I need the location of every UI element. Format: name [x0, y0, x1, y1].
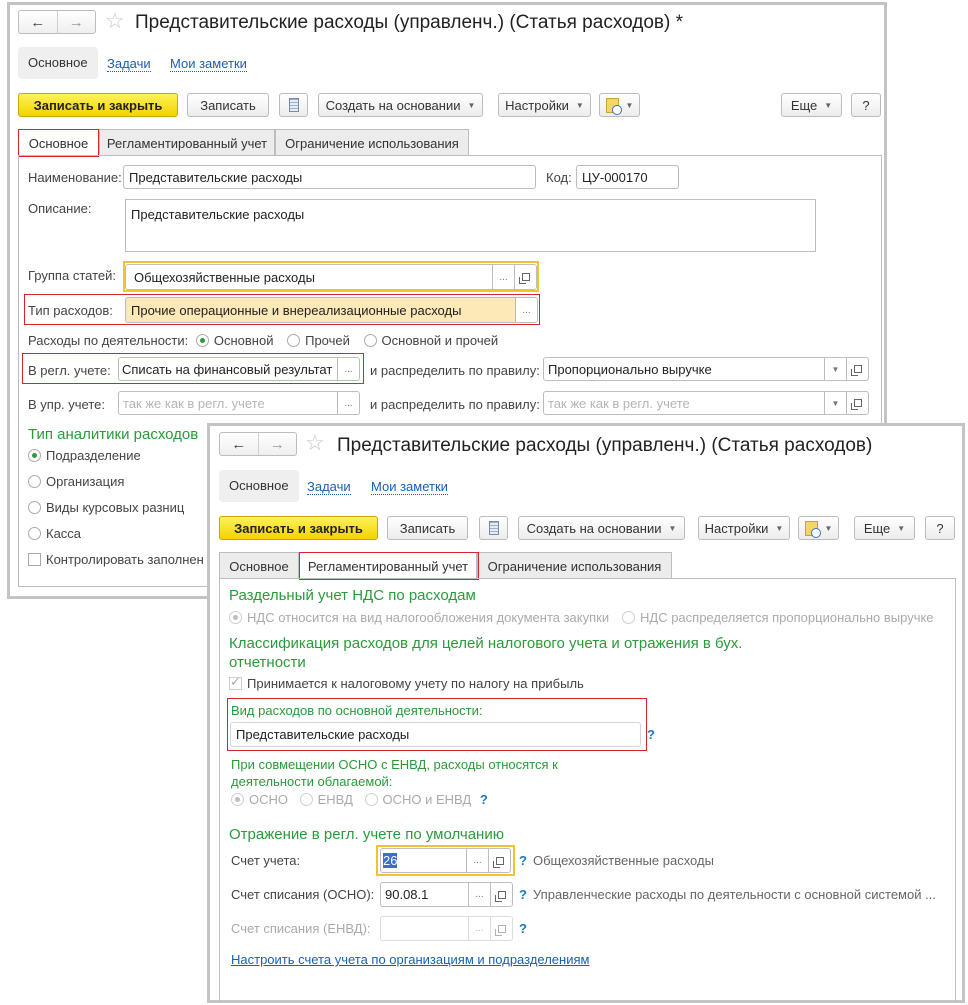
tab-label: Основное	[28, 135, 89, 151]
activity-label-text: Расходы по деятельности:	[28, 333, 189, 348]
radio-osno[interactable]	[231, 792, 288, 807]
radio-icon	[364, 334, 377, 347]
history-nav	[18, 10, 96, 34]
ellipsis-label: ...	[522, 304, 531, 316]
create-based-button[interactable]	[318, 93, 483, 117]
caret-down-icon: ▼	[668, 523, 677, 533]
reflection-title: Отражение в регл. учете по умолчанию	[229, 826, 504, 843]
help-question-icon[interactable]: ?	[519, 887, 527, 902]
checkbox-label: Принимается к налоговому учету по налогу на прибыль	[247, 676, 584, 691]
window-title: Представительские расходы (управленч.) (Статья расходов)	[337, 435, 873, 456]
writeoff-description: Управленческие расходы по деятельности с основной системой ...	[533, 887, 936, 902]
tab-label: Ограничение использования	[285, 135, 459, 151]
account-label: Счет учета:	[231, 853, 301, 868]
favorite-star-icon[interactable]: ☆	[105, 8, 125, 33]
radio-icon	[622, 611, 635, 624]
ellipsis-label: ...	[344, 363, 353, 375]
radio-icon	[365, 793, 378, 806]
type-value: Прочие операционные и внереализационные расходы	[131, 302, 462, 318]
ellipsis-label: ...	[499, 271, 508, 283]
more-label: Еще	[863, 520, 891, 536]
help-label: ?	[862, 97, 870, 113]
description-textarea[interactable]: Представительские расходы	[125, 199, 816, 252]
group-label: Группа статей:	[28, 268, 116, 283]
tab-main[interactable]	[18, 129, 99, 156]
back-arrow-icon[interactable]: ←	[231, 435, 247, 453]
open-window-icon	[854, 365, 862, 373]
caret-down-icon: ▼	[775, 523, 784, 533]
ellipsis-label: ...	[475, 889, 484, 900]
account-input[interactable]	[380, 848, 511, 873]
history-nav	[219, 432, 297, 456]
select-button[interactable]	[466, 848, 488, 873]
radio-label: Виды курсовых разниц	[46, 500, 185, 515]
open-window-icon	[854, 399, 862, 407]
favorite-star-icon[interactable]: ☆	[305, 430, 325, 455]
group-input[interactable]	[125, 264, 537, 290]
open-button[interactable]	[488, 848, 510, 873]
ellipsis-label: ...	[344, 397, 353, 409]
analytics-title: Тип аналитики расходов	[28, 426, 199, 443]
create-based-button[interactable]	[518, 516, 685, 540]
radio-label: Основной	[213, 333, 274, 348]
select-button[interactable]	[492, 264, 514, 290]
upr-label: В упр. учете:	[28, 397, 105, 412]
caret-down-icon: ▼	[625, 100, 634, 110]
analytics-radio-3[interactable]	[28, 526, 81, 541]
writeoff-envd-input[interactable]	[380, 916, 513, 941]
forward-arrow-icon[interactable]: →	[57, 11, 96, 33]
radio-label: Организация	[46, 474, 125, 489]
checkbox-icon	[229, 677, 242, 690]
regl-label: В регл. учете:	[28, 363, 111, 378]
list-icon	[289, 98, 299, 112]
help-button[interactable]	[925, 516, 955, 540]
caret-down-icon: ▼	[467, 100, 476, 110]
name-input[interactable]: Представительские расходы	[123, 165, 536, 189]
upr-input[interactable]	[118, 391, 360, 415]
code-label: Код:	[546, 170, 572, 185]
radio-label: Касса	[46, 526, 82, 541]
settings-button[interactable]	[498, 93, 591, 117]
name-label: Наименование:	[28, 170, 122, 185]
tax-checkbox[interactable]	[229, 676, 584, 691]
kind-input[interactable]: Представительские расходы	[230, 722, 641, 747]
activity-label	[28, 333, 498, 348]
vat-radio-0[interactable]	[229, 610, 609, 625]
analytics-radio-2[interactable]	[28, 500, 184, 515]
writeoff-envd-label: Счет списания (ЕНВД):	[231, 921, 371, 936]
open-button[interactable]	[846, 357, 868, 381]
regl-distribute-label: и распределить по правилу:	[370, 363, 540, 378]
radio-main[interactable]	[196, 333, 274, 348]
select-button[interactable]	[337, 391, 359, 415]
settings-label: Настройки	[704, 520, 769, 536]
forward-arrow-icon[interactable]: →	[258, 433, 297, 455]
tab-main[interactable]	[219, 552, 299, 579]
settings-label: Настройки	[505, 97, 569, 113]
radio-label: Основной и прочей	[381, 333, 499, 348]
report-list-button[interactable]	[479, 516, 508, 540]
select-button[interactable]	[468, 916, 490, 941]
save-close-button[interactable]	[219, 516, 378, 540]
radio-osno-envd[interactable]	[365, 792, 472, 807]
upr-distribute-label: и распределить по правилу:	[370, 397, 540, 412]
help-question-icon[interactable]: ?	[479, 792, 488, 807]
open-button[interactable]	[514, 264, 536, 290]
dropdown-button[interactable]: ▼	[824, 357, 846, 381]
regl-input[interactable]	[118, 357, 360, 381]
save-label: Записать	[399, 520, 456, 536]
tab-label: Ограничение использования	[487, 558, 662, 574]
radio-main-and-other[interactable]	[364, 333, 499, 348]
regl-rule-value: Пропорционально выручке	[548, 361, 712, 377]
help-question-icon[interactable]: ?	[519, 921, 527, 936]
regl-value: Списать на финансовый результат	[122, 361, 333, 377]
nav-tasks-link[interactable]: Задачи	[107, 56, 151, 71]
setup-accounts-link[interactable]: Настроить счета учета по организациям и подразделениям	[231, 952, 590, 967]
nav-notes-link[interactable]: Мои заметки	[170, 56, 247, 71]
radio-label: ОСНО и ЕНВД	[382, 792, 472, 807]
upr-rule-select[interactable]	[543, 391, 869, 415]
back-arrow-icon[interactable]: ←	[30, 13, 46, 31]
caret-down-icon: ▼	[824, 523, 833, 533]
save-button[interactable]	[187, 93, 269, 117]
radio-label: НДС относится на вид налогообложения документа закупки	[247, 610, 610, 625]
upr-placeholder: так же как в регл. учете	[123, 395, 265, 411]
combo-label: При совмещении ОСНО с ЕНВД, расходы относятся к деятельности облагаемой:	[231, 757, 558, 789]
open-button[interactable]	[490, 916, 512, 941]
radio-label: НДС распределяется пропорционально выручке	[640, 610, 934, 625]
account-description: Общехозяйственные расходы	[533, 853, 714, 868]
vat-radio-1[interactable]	[622, 610, 934, 625]
vat-title: Раздельный учет НДС по расходам	[229, 587, 476, 604]
radio-icon	[231, 793, 244, 806]
save-button[interactable]	[387, 516, 468, 540]
help-question-icon[interactable]: ?	[519, 853, 527, 868]
more-label: Еще	[790, 97, 818, 113]
select-button[interactable]	[337, 357, 359, 381]
save-label: Записать	[200, 97, 256, 113]
classification-title: Классификация расходов для целей налогового учета и отражения в бух. отчетности	[229, 635, 743, 671]
open-button[interactable]	[490, 882, 512, 907]
attachments-button[interactable]	[599, 93, 640, 117]
more-button[interactable]	[854, 516, 915, 540]
document-clock-icon	[805, 521, 818, 536]
open-button[interactable]	[846, 391, 868, 415]
help-question-icon[interactable]: ?	[647, 727, 655, 742]
radio-icon	[300, 793, 313, 806]
create-based-label: Создать на основании	[325, 97, 461, 113]
settings-button[interactable]	[698, 516, 790, 540]
tab-restrictions[interactable]	[275, 129, 469, 156]
radio-icon	[28, 475, 41, 488]
save-close-label: Записать и закрыть	[33, 97, 163, 113]
radio-icon	[287, 334, 300, 347]
select-button[interactable]	[515, 297, 537, 323]
create-based-label: Создать на основании	[526, 520, 662, 536]
nav-tasks-link[interactable]: Задачи	[307, 479, 351, 494]
tab-label: Основное	[229, 558, 289, 574]
writeoff-input[interactable]	[380, 882, 513, 907]
help-button[interactable]	[851, 93, 881, 117]
upr-rule-placeholder: так же как в регл. учете	[548, 395, 690, 411]
radio-icon	[28, 527, 41, 540]
checkbox-icon	[28, 553, 41, 566]
caret-down-icon: ▼	[575, 100, 584, 110]
radio-icon	[28, 449, 41, 462]
writeoff-label: Счет списания (ОСНО):	[231, 887, 375, 902]
code-input[interactable]: ЦУ-000170	[576, 165, 679, 189]
caret-down-icon: ▼	[824, 100, 833, 110]
control-checkbox[interactable]	[28, 552, 204, 567]
open-window-icon	[498, 925, 506, 933]
radio-label: ОСНО	[249, 792, 288, 807]
tab-regulated[interactable]	[299, 552, 477, 579]
radio-icon	[196, 334, 209, 347]
nav-notes-link[interactable]: Мои заметки	[371, 479, 448, 494]
attachments-button[interactable]	[798, 516, 839, 540]
radio-icon	[28, 501, 41, 514]
dropdown-button[interactable]: ▼	[824, 391, 846, 415]
document-clock-icon	[606, 98, 619, 113]
group-value: Общехозяйственные расходы	[134, 269, 315, 285]
radio-label: Подразделение	[46, 448, 141, 463]
radio-label: ЕНВД	[317, 792, 353, 807]
writeoff-value: 90.08.1	[385, 887, 429, 902]
type-input[interactable]	[125, 297, 538, 323]
account-value: 26	[383, 853, 398, 868]
description-label: Описание:	[28, 201, 92, 216]
tab-regulated[interactable]	[99, 129, 275, 156]
radio-label: Прочей	[305, 333, 350, 348]
kind-label: Вид расходов по основной деятельности:	[231, 703, 483, 718]
tab-label: Регламентированный учет	[307, 558, 469, 574]
window-title: Представительские расходы (управленч.) (Статья расходов) *	[135, 12, 684, 33]
tab-label: Регламентированный учет	[106, 135, 268, 151]
type-label: Тип расходов:	[28, 303, 113, 318]
open-window-icon	[498, 891, 506, 899]
ellipsis-label: ...	[475, 923, 484, 934]
caret-down-icon: ▼	[897, 523, 906, 533]
more-button[interactable]	[781, 93, 842, 117]
save-close-button[interactable]	[18, 93, 178, 117]
select-button[interactable]	[468, 882, 490, 907]
save-close-label: Записать и закрыть	[234, 520, 363, 536]
tab-restrictions[interactable]	[477, 552, 672, 579]
analytics-radio-1[interactable]	[28, 474, 124, 489]
analytics-radio-0[interactable]	[28, 448, 141, 463]
list-icon	[489, 521, 499, 535]
radio-envd[interactable]	[300, 792, 353, 807]
ellipsis-label: ...	[473, 855, 482, 866]
help-label: ?	[936, 520, 944, 536]
nav-main[interactable]: Основное	[219, 470, 299, 502]
nav-main[interactable]: Основное	[18, 47, 98, 79]
open-window-icon	[496, 857, 504, 865]
radio-other[interactable]	[287, 333, 350, 348]
regl-rule-select[interactable]	[543, 357, 869, 381]
window-expense-item-regulated	[207, 423, 965, 1003]
radio-icon	[229, 611, 242, 624]
combo-radios	[231, 792, 488, 807]
checkbox-label: Контролировать заполнен	[46, 552, 204, 567]
report-list-button[interactable]	[279, 93, 308, 117]
open-window-icon	[522, 273, 530, 281]
